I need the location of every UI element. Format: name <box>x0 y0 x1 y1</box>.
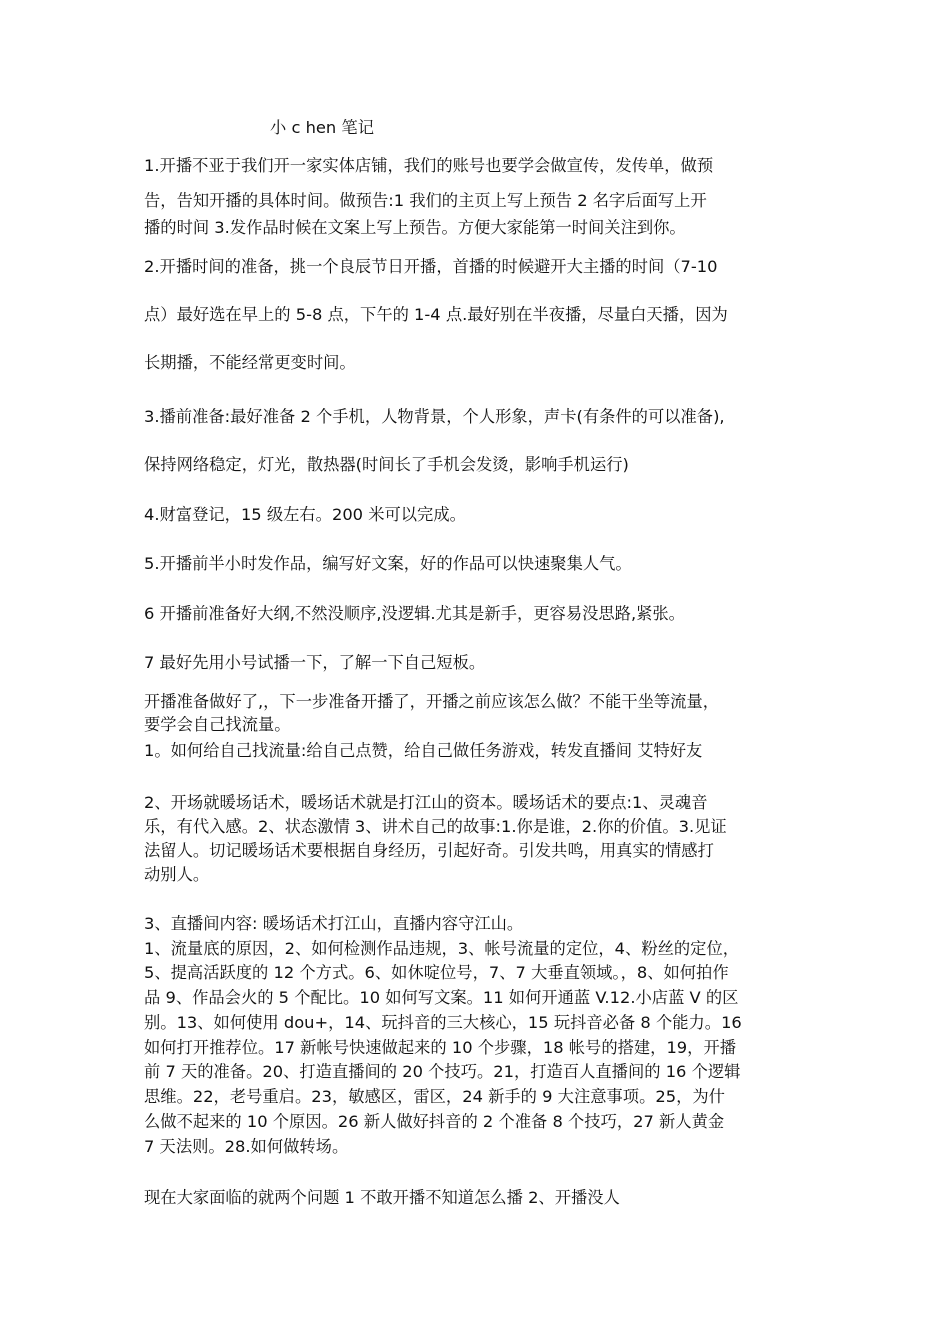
text-line: 要学会自己找流量。 <box>144 715 291 734</box>
text-line: 现在大家面临的就两个问题 1 不敢开播不知道怎么播 2、开播没人 <box>144 1188 620 1207</box>
text-line: 乐，有代入感。2、状态激情 3、讲术自己的故事:1.你是谁，2.你的价值。3.见证 <box>144 817 727 836</box>
text-line: 思维。22，老号重启。23，敏感区，雷区，24 新手的 9 大注意事项。25，为什 <box>144 1087 725 1106</box>
text-line: 4.财富登记，15 级左右。200 米可以完成。 <box>144 505 466 524</box>
text-line: 2、开场就暖场话术，暖场话术就是打江山的资本。暖场话术的要点:1、灵魂音 <box>144 793 708 812</box>
text-line: 5.开播前半小时发作品，编写好文案，好的作品可以快速聚集人气。 <box>144 554 632 573</box>
text-line: 保持网络稳定，灯光，散热器(时间长了手机会发烫，影响手机运行) <box>144 455 629 474</box>
text-line: 别。13、如何使用 dou+，14、玩抖音的三大核心，15 玩抖音必备 8 个能力。16 <box>144 1013 742 1032</box>
text-line: 法留人。切记暖场话术要根据自身经历，引起好奇。引发共鸣，用真实的情感打 <box>144 841 714 860</box>
text-line: 点）最好选在早上的 5-8 点，下午的 1-4 点.最好别在半夜播，尽量白天播，因为 <box>144 305 728 324</box>
text-line: 6 开播前准备好大纲,不然没顺序,没逻辑.尤其是新手，更容易没思路,紧张。 <box>144 604 685 623</box>
text-line: 1.开播不亚于我们开一家实体店铺，我们的账号也要学会做宣传，发传单，做预 <box>144 156 714 175</box>
text-line: 告，告知开播的具体时间。做预告:1 我们的主页上写上预告 2 名字后面写上开 <box>144 191 707 210</box>
text-line: 5、提高活跃度的 12 个方式。6、如休啶位号，7、7 大垂直领域。，8、如何拍作 <box>144 963 729 982</box>
text-line: 前 7 天的准备。20、打造直播间的 20 个技巧。21，打造百人直播间的 16 个逻辑 <box>144 1062 741 1081</box>
text-line: 开播准备做好了,，下一步准备开播了，开播之前应该怎么做？不能干坐等流量， <box>144 692 720 711</box>
text-line: 2.开播时间的准备，挑一个良辰节日开播，首播的时候避开大主播的时间（7-10 <box>144 257 718 276</box>
text-line: 3、直播间内容: 暖场话术打江山，直播内容守江山。 <box>144 914 524 933</box>
text-line: 1。如何给自己找流量:给自己点赞，给自己做任务游戏，转发直播间 艾特好友 <box>144 741 703 760</box>
document-title: 小 c hen 笔记 <box>270 118 374 137</box>
text-line: 7 最好先用小号试播一下，了解一下自己短板。 <box>144 653 486 672</box>
text-line: 7 天法则。28.如何做转场。 <box>144 1137 349 1156</box>
text-line: 3.播前准备:最好准备 2 个手机，人物背景，个人形象，声卡(有条件的可以准备), <box>144 407 725 426</box>
text-line: 长期播，不能经常更变时间。 <box>144 353 356 372</box>
text-line: 品 9、作品会火的 5 个配比。10 如何写文案。11 如何开通蓝 V.12.小店蓝 V 的区 <box>144 988 739 1007</box>
text-line: 播的时间 3.发作品时候在文案上写上预告。方便大家能第一时间关注到你。 <box>144 218 686 237</box>
text-line: 动别人。 <box>144 865 210 884</box>
text-line: 么做不起来的 10 个原因。26 新人做好抖音的 2 个准备 8 个技巧，27 新人黄金 <box>144 1112 725 1131</box>
text-line: 如何打开推荐位。17 新帐号快速做起来的 10 个步骤，18 帐号的搭建，19，开播 <box>144 1038 737 1057</box>
text-line: 1、流量底的原因，2、如何检测作品违规，3、帐号流量的定位，4、粉丝的定位， <box>144 939 740 958</box>
